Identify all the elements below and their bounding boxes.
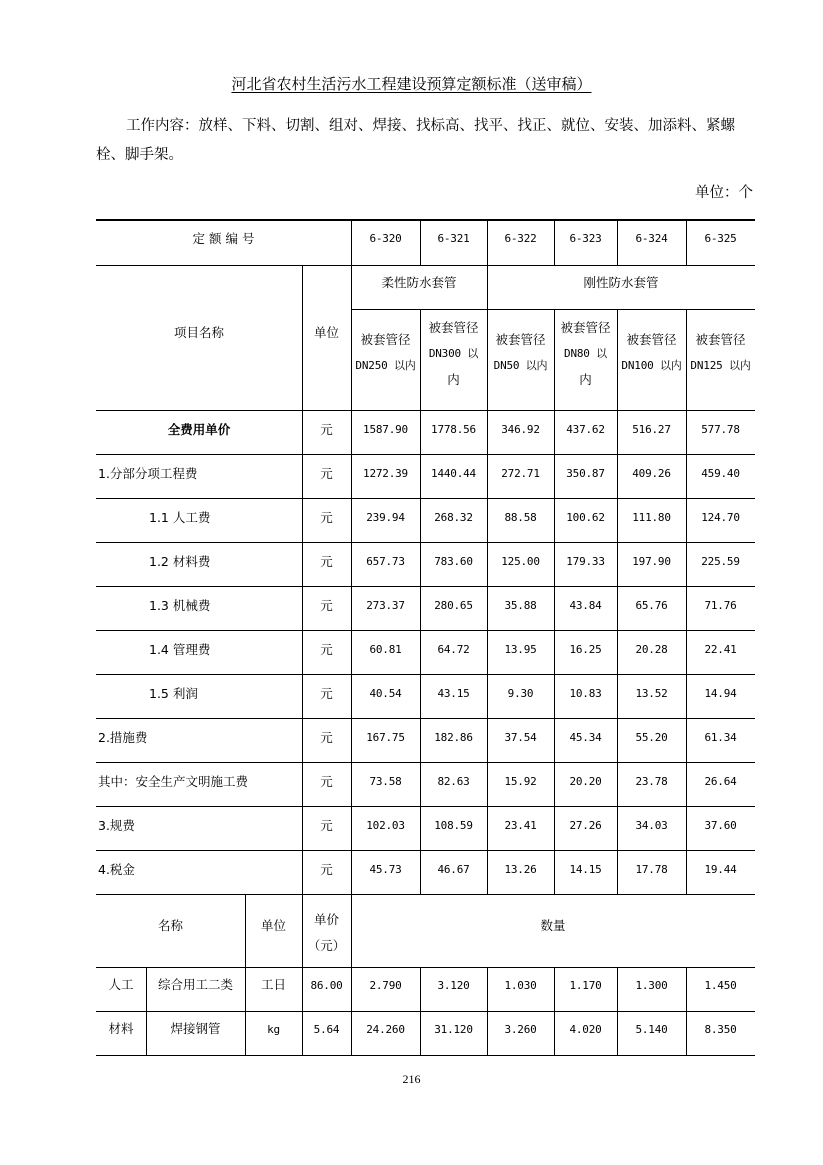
resource-quantity: 3.120 — [437, 979, 470, 992]
row-value: 17.78 — [635, 863, 668, 876]
resource-unit-header: 单位 — [260, 918, 286, 933]
row-value: 124.70 — [701, 511, 740, 524]
row-name: 1.5 利润 — [149, 686, 198, 701]
row-value: 45.34 — [569, 731, 602, 744]
sub-header-line: DN300 以 — [428, 347, 479, 360]
row-value: 46.67 — [437, 863, 470, 876]
quota-code: 6-325 — [704, 232, 737, 245]
sub-header-line: DN80 以 — [564, 347, 607, 360]
row-value: 459.40 — [701, 467, 740, 480]
row-value: 273.37 — [366, 599, 405, 612]
sub-header — [554, 309, 617, 410]
row-value: 14.15 — [569, 863, 602, 876]
row-value: 23.41 — [504, 819, 537, 832]
row-value: 23.78 — [635, 775, 668, 788]
row-unit: 元 — [320, 466, 333, 481]
row-value: 167.75 — [366, 731, 405, 744]
row-value: 268.32 — [434, 511, 473, 524]
quota-code: 6-321 — [437, 232, 470, 245]
resource-name: 综合用工二类 — [157, 977, 233, 992]
row-value: 350.87 — [566, 467, 605, 480]
sub-header — [351, 309, 420, 410]
row-value: 272.71 — [501, 467, 540, 480]
row-value: 61.34 — [704, 731, 737, 744]
sub-header-line: DN100 以内 — [621, 359, 682, 372]
quota-code: 6-323 — [569, 232, 602, 245]
row-value: 34.03 — [635, 819, 668, 832]
row-value: 40.54 — [369, 687, 402, 700]
row-unit: 元 — [320, 818, 333, 833]
row-name: 3.规费 — [98, 818, 135, 833]
resource-unit: 工日 — [260, 977, 286, 992]
row-value: 20.20 — [569, 775, 602, 788]
resource-quantity: 1.170 — [569, 979, 602, 992]
row-value: 197.90 — [632, 555, 671, 568]
row-value: 346.92 — [501, 423, 540, 436]
sub-header-line: 被套管径 — [495, 332, 546, 347]
resource-quantity: 4.020 — [569, 1023, 602, 1036]
resource-quantity: 8.350 — [704, 1023, 737, 1036]
sub-header-line: DN125 以内 — [690, 359, 751, 372]
row-value: 13.26 — [504, 863, 537, 876]
row-value: 577.78 — [701, 423, 740, 436]
sub-header — [686, 309, 755, 410]
row-value: 1778.56 — [431, 423, 476, 436]
row-name: 1.分部分项工程费 — [98, 466, 198, 481]
row-unit: 元 — [320, 642, 333, 657]
row-value: 71.76 — [704, 599, 737, 612]
resource-quantity: 31.120 — [434, 1023, 473, 1036]
sub-header — [487, 309, 554, 410]
row-value: 60.81 — [369, 643, 402, 656]
sub-header-line: 被套管径 — [695, 332, 746, 347]
row-value: 102.03 — [366, 819, 405, 832]
unit-label: 单位：个 — [695, 185, 753, 201]
group-rigid-sleeve: 刚性防水套管 — [583, 275, 659, 290]
resource-name-header: 名称 — [157, 918, 183, 933]
sub-header — [617, 309, 686, 410]
sub-header-line: 内 — [579, 372, 592, 387]
row-value: 111.80 — [632, 511, 671, 524]
row-value: 100.62 — [566, 511, 605, 524]
price-header-line: （元） — [307, 937, 346, 953]
row-value: 108.59 — [434, 819, 473, 832]
rule-line — [96, 1055, 755, 1056]
row-value: 15.92 — [504, 775, 537, 788]
row-name: 其中：安全生产文明施工费 — [98, 774, 249, 789]
resource-quantity: 1.450 — [704, 979, 737, 992]
row-value: 22.41 — [704, 643, 737, 656]
row-name: 1.3 机械费 — [149, 598, 211, 613]
sub-header-line: 被套管径 — [360, 332, 411, 347]
sub-header-line: DN50 以内 — [493, 359, 548, 372]
row-value: 1587.90 — [363, 423, 408, 436]
resource-quantity: 5.140 — [635, 1023, 668, 1036]
quota-code: 6-322 — [504, 232, 537, 245]
row-unit: 元 — [320, 510, 333, 525]
row-name: 全费用单价 — [167, 422, 231, 437]
row-value: 13.95 — [504, 643, 537, 656]
unit-header: 单位 — [313, 325, 339, 340]
row-value: 55.20 — [635, 731, 668, 744]
row-name: 1.1 人工费 — [149, 510, 211, 525]
sub-header-line: 内 — [447, 372, 460, 387]
row-name: 1.2 材料费 — [149, 554, 211, 569]
row-value: 43.84 — [569, 599, 602, 612]
row-value: 37.60 — [704, 819, 737, 832]
row-value: 19.44 — [704, 863, 737, 876]
row-value: 65.76 — [635, 599, 668, 612]
row-value: 225.59 — [701, 555, 740, 568]
row-value: 88.58 — [504, 511, 537, 524]
page-number: 216 — [402, 1072, 421, 1086]
row-value: 20.28 — [635, 643, 668, 656]
row-value: 239.94 — [366, 511, 405, 524]
resource-price-header — [302, 894, 351, 967]
resource-quantity: 3.260 — [504, 1023, 537, 1036]
resource-price: 86.00 — [310, 979, 343, 992]
resource-unit: kg — [267, 1023, 280, 1036]
quota-code: 6-320 — [369, 232, 402, 245]
resource-name: 焊接钢管 — [170, 1021, 221, 1036]
row-value: 783.60 — [434, 555, 473, 568]
group-flexible-sleeve: 柔性防水套管 — [381, 275, 457, 290]
row-value: 45.73 — [369, 863, 402, 876]
row-value: 516.27 — [632, 423, 671, 436]
resource-category: 人工 — [108, 977, 134, 992]
row-value: 182.86 — [434, 731, 473, 744]
row-unit: 元 — [320, 554, 333, 569]
quota-code-label: 定 额 编 号 — [192, 231, 255, 246]
quantity-header: 数量 — [540, 918, 566, 933]
row-unit: 元 — [320, 774, 333, 789]
sub-header-line: 被套管径 — [428, 320, 479, 335]
row-value: 13.52 — [635, 687, 668, 700]
row-value: 280.65 — [434, 599, 473, 612]
row-value: 35.88 — [504, 599, 537, 612]
sub-header-line: 被套管径 — [560, 320, 611, 335]
item-name-header: 项目名称 — [173, 325, 224, 340]
row-value: 657.73 — [366, 555, 405, 568]
row-value: 73.58 — [369, 775, 402, 788]
row-unit: 元 — [320, 598, 333, 613]
resource-category: 材料 — [108, 1021, 134, 1036]
sub-header-line: DN250 以内 — [355, 359, 416, 372]
row-value: 27.26 — [569, 819, 602, 832]
row-value: 43.15 — [437, 687, 470, 700]
row-value: 82.63 — [437, 775, 470, 788]
row-value: 26.64 — [704, 775, 737, 788]
sub-header-line: 被套管径 — [626, 332, 677, 347]
row-value: 437.62 — [566, 423, 605, 436]
row-unit: 元 — [320, 862, 333, 877]
row-value: 409.26 — [632, 467, 671, 480]
row-unit: 元 — [320, 422, 333, 437]
row-value: 179.33 — [566, 555, 605, 568]
resource-quantity: 24.260 — [366, 1023, 405, 1036]
row-value: 14.94 — [704, 687, 737, 700]
row-name: 1.4 管理费 — [149, 642, 211, 657]
row-value: 16.25 — [569, 643, 602, 656]
row-name: 2.措施费 — [98, 730, 148, 745]
row-unit: 元 — [320, 686, 333, 701]
row-value: 10.83 — [569, 687, 602, 700]
row-value: 125.00 — [501, 555, 540, 568]
row-name: 4.税金 — [98, 862, 135, 877]
row-value: 64.72 — [437, 643, 470, 656]
row-unit: 元 — [320, 730, 333, 745]
row-value: 1440.44 — [431, 467, 476, 480]
row-value: 37.54 — [504, 731, 537, 744]
resource-quantity: 2.790 — [369, 979, 402, 992]
work-content: 工作内容：放样、下料、切割、组对、焊接、找标高、找平、找正、就位、安装、加添料、紧螺栓、脚手架。 — [96, 118, 735, 163]
row-value: 1272.39 — [363, 467, 408, 480]
document-title: 河北省农村生活污水工程建设预算定额标准（送审稿） — [231, 75, 592, 93]
quota-code: 6-324 — [635, 232, 668, 245]
resource-quantity: 1.030 — [504, 979, 537, 992]
price-header-line: 单价 — [313, 911, 339, 927]
resource-price: 5.64 — [313, 1023, 340, 1036]
row-value: 9.30 — [507, 687, 534, 700]
resource-quantity: 1.300 — [635, 979, 668, 992]
sub-header — [420, 309, 487, 410]
